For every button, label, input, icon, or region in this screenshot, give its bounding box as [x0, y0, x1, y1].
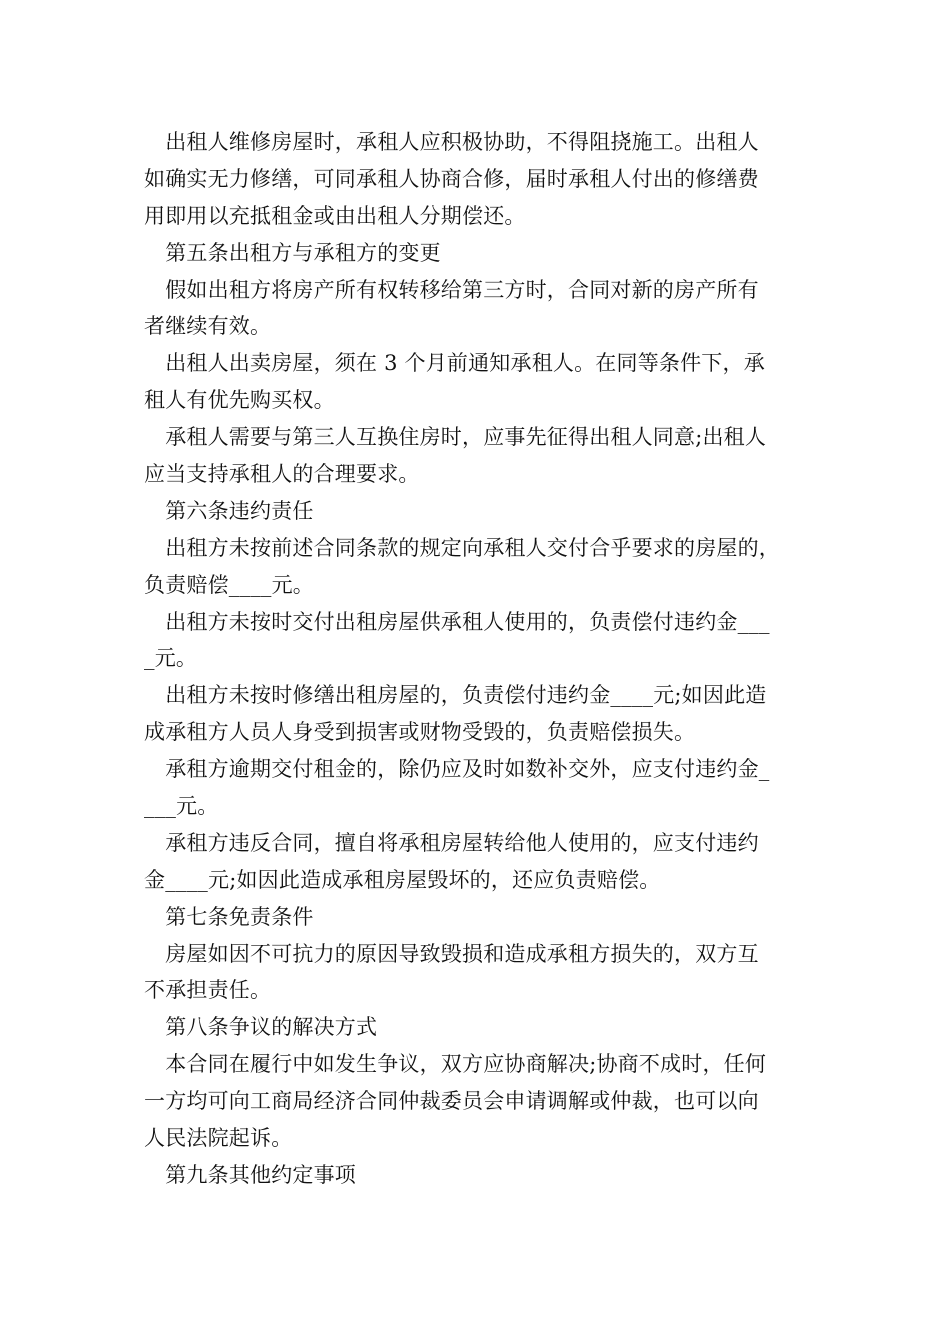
- text-line: 本合同在履行中如发生争议，双方应协商解决;协商不成时，任何: [144, 1052, 767, 1077]
- text-line: 租人有优先购买权。: [144, 388, 335, 413]
- section-heading: 第六条违约责任: [144, 498, 314, 523]
- text-line: 成承租方人员人身受到损害或财物受毁的，负责赔偿损失。: [144, 720, 696, 745]
- text-line: ___元。: [144, 794, 219, 819]
- text-line: 房屋如因不可抗力的原因导致毁损和造成承租方损失的，双方互: [144, 941, 759, 966]
- section-heading: 第九条其他约定事项: [144, 1162, 356, 1187]
- text-line: 出租人出卖房屋，须在 3 个月前通知承租人。在同等条件下，承: [144, 351, 765, 376]
- text-line: 出租方未按时交付出租房屋供承租人使用的，负责偿付违约金___: [144, 609, 770, 634]
- text-line: 承租方逾期交付租金的，除仍应及时如数补交外，应支付违约金_: [144, 757, 770, 782]
- section-heading: 第五条出租方与承租方的变更: [144, 240, 441, 265]
- section-heading: 第七条免责条件: [144, 904, 314, 929]
- text-line: 出租方未按前述合同条款的规定向承租人交付合乎要求的房屋的，: [144, 535, 780, 560]
- text-line: 负责赔偿____元。: [144, 572, 314, 597]
- text-line: 出租方未按时修缮出租房屋的，负责偿付违约金____元;如因此造: [144, 683, 767, 708]
- text-line: 一方均可向工商局经济合同仲裁委员会申请调解或仲裁，也可以向: [144, 1089, 759, 1114]
- text-line: 出租人维修房屋时，承租人应积极协助，不得阻挠施工。出租人: [144, 130, 759, 154]
- text-line: 如确实无力修缮，可同承租人协商合修，届时承租人付出的修缮费: [144, 166, 759, 191]
- text-line: 应当支持承租人的合理要求。: [144, 462, 420, 487]
- contract-body: [144, 124, 814, 1194]
- text-line: 承租人需要与第三人互换住房时，应事先征得出租人同意;出租人: [144, 425, 767, 450]
- text-line: 人民法院起诉。: [144, 1126, 293, 1151]
- text-line: 金____元;如因此造成承租房屋毁坏的，还应负责赔偿。: [144, 867, 661, 892]
- text-line: 者继续有效。: [144, 314, 272, 339]
- text-line: 不承担责任。: [144, 978, 272, 1003]
- section-heading: 第八条争议的解决方式: [144, 1015, 378, 1040]
- text-line: 假如出租方将房产所有权转移给第三方时，合同对新的房产所有: [144, 277, 759, 302]
- text-line: 用即用以充抵租金或由出租人分期偿还。: [144, 203, 526, 228]
- text-line: _元。: [144, 646, 198, 671]
- text-line: 承租方违反合同，擅自将承租房屋转给他人使用的，应支付违约: [144, 830, 759, 855]
